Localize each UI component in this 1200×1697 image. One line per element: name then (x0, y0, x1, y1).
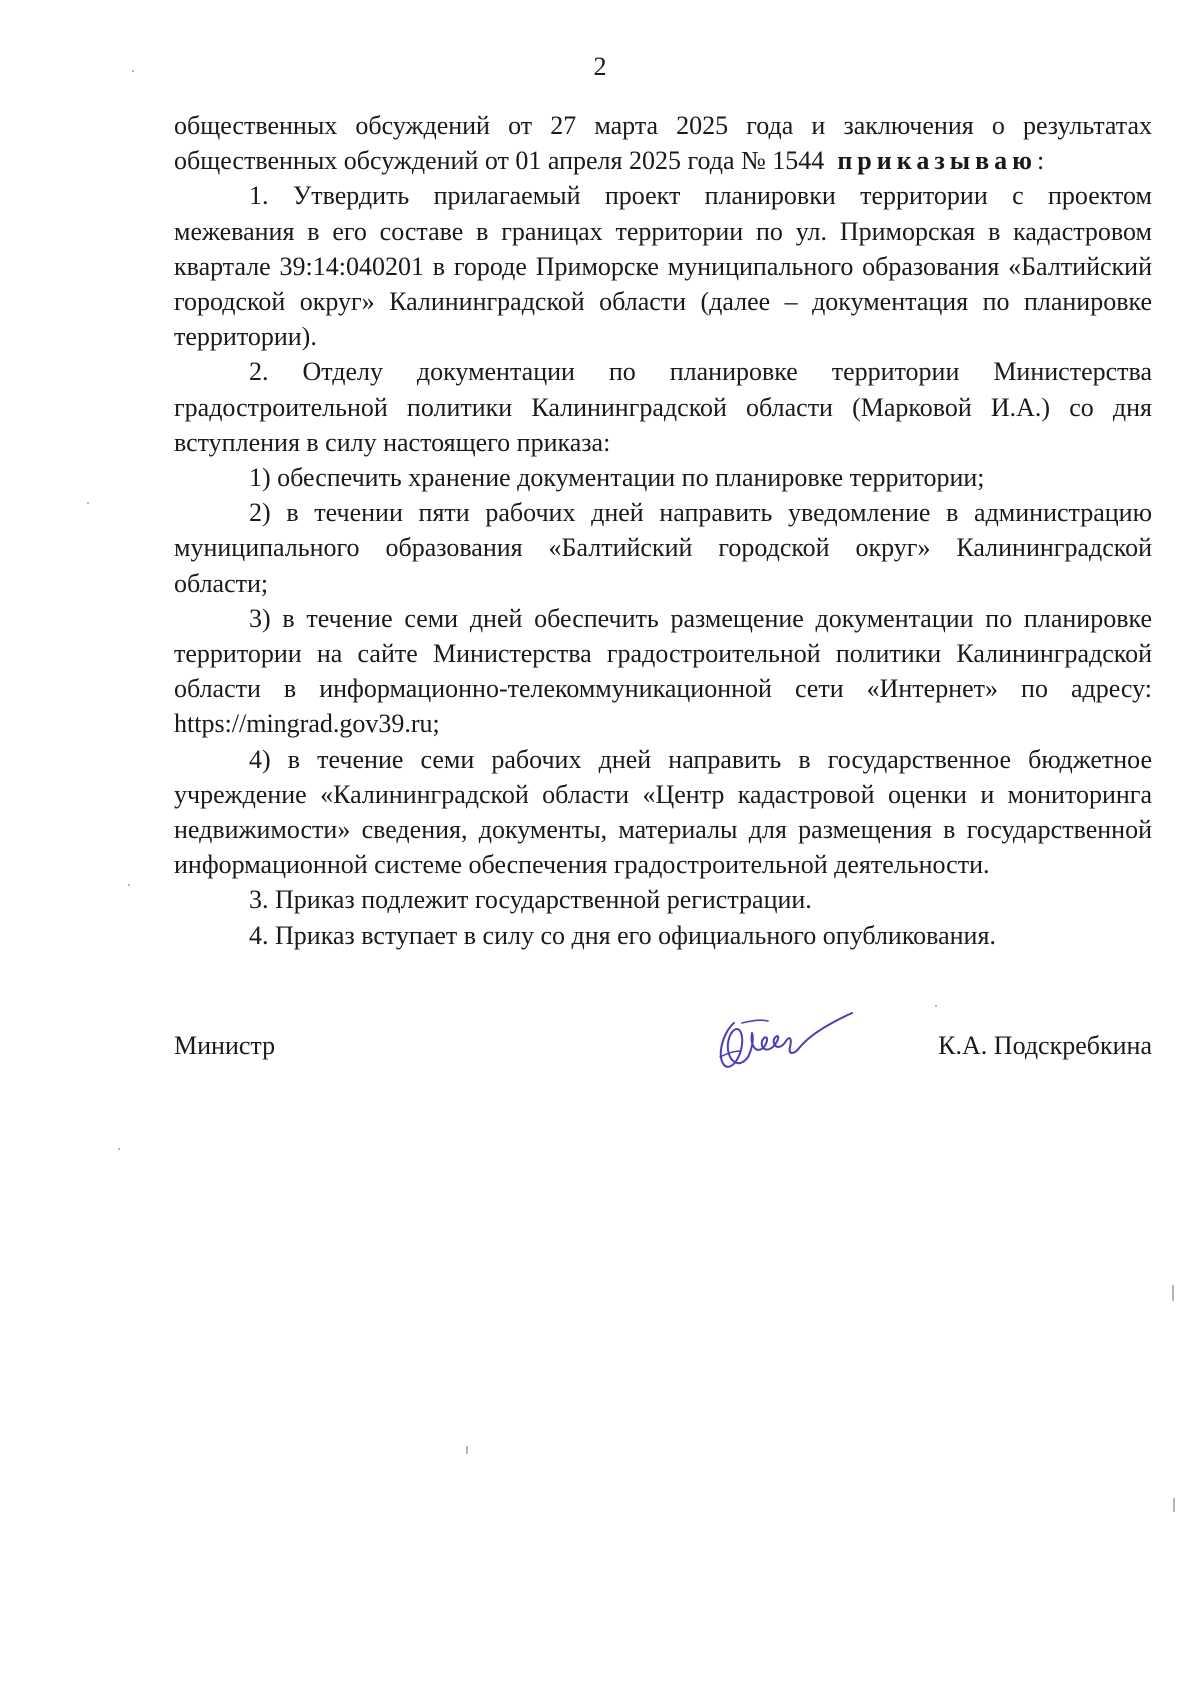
signature-block (174, 1015, 1152, 1095)
scan-speck (466, 1446, 468, 1454)
subitem-2-1: 1) обеспечить хранение документации по планировке территории; (249, 463, 985, 493)
paragraph-3: 3. Приказ подлежит государственной регистрации. (249, 885, 812, 915)
signatory-title: Министр (174, 1031, 276, 1060)
intro-text: общественных обсуждений от 27 марта 2025 года и заключения о результатах общественных обсуждений от 01 апреля 2025 года № 1544 (174, 111, 1152, 176)
scan-speck (1173, 1498, 1175, 1512)
intro-paragraph (174, 108, 1152, 178)
subitem-2-4: 4) в течение семи рабочих дней направить в государственное бюджетное учреждение «Калининградской области «Центр кадастровой оценки и мониторинга недвижимости» сведения, документы, материалы для размещения в государственной информационной системе обеспечения градостроительной деятельности. (174, 744, 1152, 880)
scan-speck (128, 884, 130, 886)
intro-colon: : (1036, 146, 1045, 176)
scan-speck (1172, 1285, 1174, 1301)
scan-speck (87, 502, 89, 504)
order-keyword: приказываю (837, 146, 1037, 176)
document-body (174, 108, 1152, 953)
signatory-name: К.А. Подскребкина (938, 1031, 1152, 1060)
scan-speck (118, 1148, 120, 1150)
page-number: 2 (593, 52, 607, 81)
paragraph-2: 2. Отделу документации по планировке территории Министерства градостроительной политики Калининградской области (Марковой И.А.) со дня вступления в силу настоящего приказа: (174, 357, 1152, 457)
paragraph-1: 1. Утвердить прилагаемый проект планировки территории с проектом межевания в его составе в границах территории по ул. Приморская в кадастровом квартале 39:14:040201 в городе Приморске муниципального образования «Балтийский городской округ» Калининградской области (далее – документация по планировке территории). (174, 181, 1152, 352)
scan-speck (935, 1005, 937, 1007)
scan-speck (132, 70, 134, 72)
handwritten-signature (694, 993, 854, 1088)
subitem-2-3: 3) в течение семи дней обеспечить размещение документации по планировке территории на сайте Министерства градостроительной политики Калининградской области в информационно-телекоммуникационной сети «Интернет» по адресу: https://mingrad.gov39.ru; (174, 603, 1152, 739)
subitem-2-2: 2) в течении пяти рабочих дней направить уведомление в администрацию муниципального образования «Балтийский городской округ» Калининградской области; (174, 498, 1152, 598)
paragraph-4: 4. Приказ вступает в силу со дня его официального опубликования. (249, 920, 996, 950)
